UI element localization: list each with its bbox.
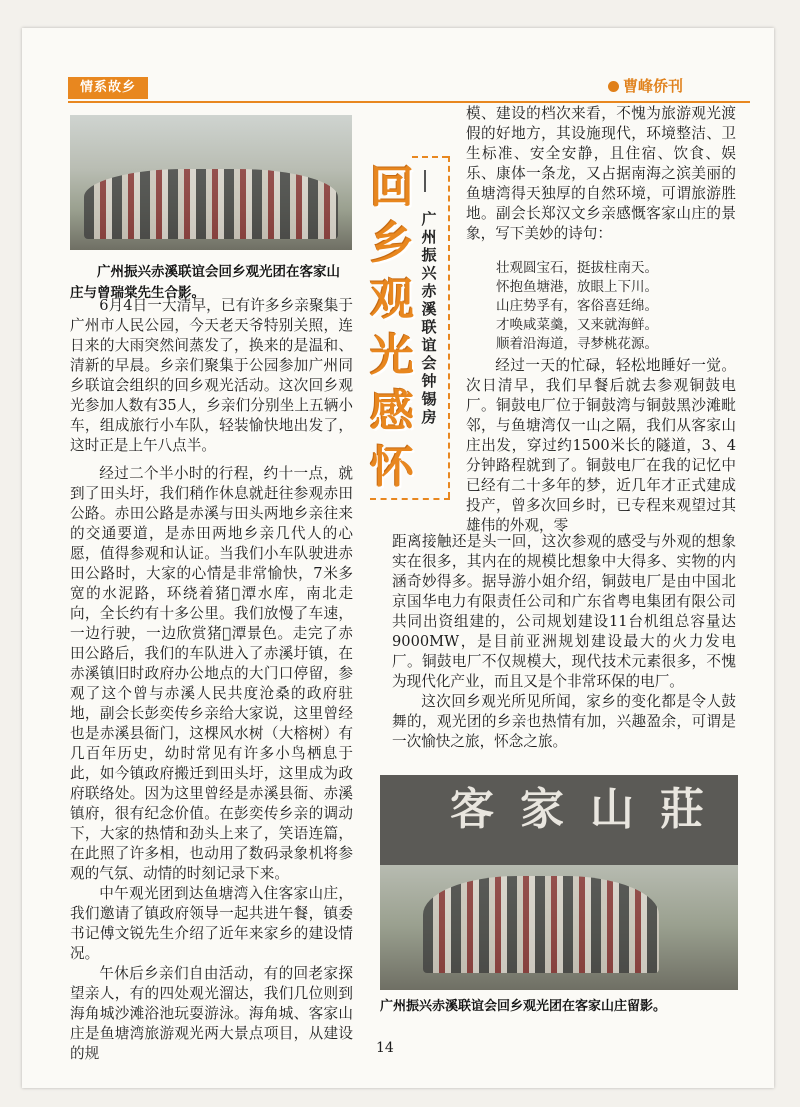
group-photo-1 bbox=[70, 115, 352, 250]
group-figures bbox=[84, 169, 338, 239]
poem-line: 壮观圆宝石，挺拔柱南天。 bbox=[496, 260, 658, 276]
right-column-mid bbox=[466, 356, 736, 536]
hakka-villa-sign: 客家山莊 bbox=[380, 775, 738, 865]
poem-line: 山庄势孚有，客俗喜廷绵。 bbox=[496, 298, 658, 314]
poem-line: 怀抱鱼塘港，放眼上下川。 bbox=[496, 279, 658, 295]
left-column-text bbox=[70, 296, 353, 1064]
header-rule bbox=[68, 101, 750, 103]
paragraph: 经过一天的忙碌，轻松地睡好一觉。次日清早，我们早餐后就去参观铜鼓电厂。铜鼓电厂位于铜鼓湾与铜鼓黑沙滩毗邻，与鱼塘湾仅一山之隔，我们从客家山庄出发，穿过约1500米长的隧道，3、4分钟路程就到了。铜鼓电厂在我的记忆中已经有二十多年的梦，近几年才正式建成投产，曾多次回乡时，已专程来观望过其雄伟的外观，零 bbox=[466, 357, 736, 534]
paragraph: 6月4日一大清早，已有许多乡亲聚集于广州市人民公园，今天老天爷特别关照，连日来的大雨突然间蒸发了，换来的是温和、清新的早晨。乡亲们聚集于公园参加广州同乡联谊会组织的回乡观光活动。这次回乡观光参加人数有35人，乡亲们分别坐上五辆小车，组成旅行小车队，轻装愉快地出发了，这时正是上午八点半。 bbox=[70, 297, 353, 454]
photo1-caption: 广州振兴赤溪联谊会回乡观光团在客家山庄与曾瑞棠先生合影。 bbox=[70, 264, 340, 301]
bullet-dot-icon bbox=[608, 81, 619, 92]
poem-line: 顺着沿海道，寻梦桃花源。 bbox=[496, 336, 658, 352]
right-column-top bbox=[466, 104, 736, 244]
author-dash bbox=[424, 170, 426, 192]
poem-line: 才唤咸菜羹，又来就海鲜。 bbox=[496, 317, 658, 333]
article-author: 广州振兴赤溪联谊会 钟锡房 bbox=[421, 210, 452, 426]
magazine-label bbox=[608, 74, 748, 98]
paragraph: 模、建设的档次来看，不愧为旅游观光渡假的好地方，其设施现代，环境整洁、卫生标准、安全安静，且住宿、饮食、娱乐、康体一条龙，又占据南海之滨美丽的鱼塘湾得天独厚的自然环境，可谓旅游胜地。副会长郑汉文乡亲感慨客家山庄的景象，写下美妙的诗句： bbox=[466, 105, 736, 242]
section-label: 情系故乡 bbox=[68, 77, 148, 99]
poem-block bbox=[496, 259, 736, 354]
right-column-wide bbox=[392, 532, 736, 752]
paragraph: 午休后乡亲们自由活动，有的回老家探望亲人，有的四处观光溜达，我们几位则到海角城沙滩浴池玩耍游泳。海角城、客家山庄是鱼塘湾旅游观光两大景点项目，从建设的规 bbox=[70, 965, 353, 1062]
title-frame-top bbox=[412, 156, 448, 158]
paragraph: 经过二个半小时的行程，约十一点，就到了田头圩，我们稍作休息就赶往参观赤田公路。赤田公路是赤溪与田头两地乡亲往来的交通要道，是赤田两地乡亲几代人的心愿，值得参观和认证。当我们小车队驶进赤田公路时，大家的心情是非常愉快，7米多宽的水泥路，环绕着猪𤞎潭水库，南北走向，全长约有十多公里。我们放慢了车速，一边行驶，一边欣赏猪𤞎潭景色。走完了赤田公路后，我们的车队进入了赤溪圩镇，在赤溪镇旧时政府办公地点的大门口停留，参观了这个曾与赤溪人民共度沧桑的政府驻地，副会长彭奕传乡亲给大家说，这里曾经也是赤溪县衙门，这棵风水树（大榕树）有几百年历史，幼时常见有许多小鸟栖息于此，如今镇政府搬迁到田头圩，这里成为政府联络处。因为这里曾经是赤溪县衙、赤溪镇府，很有纪念价值。在彭奕传乡亲的调动下，大家的热情和劲头上来了，笑语连篇，在此照了许多相，也动用了数码录象机将参观的气氛、动情的时刻记录下来。 bbox=[70, 465, 353, 882]
paragraph: 中午观光团到达鱼塘湾入住客家山庄，我们邀请了镇政府领导一起共进午餐，镇委书记傅文锐先生介绍了近年来家乡的建设情况。 bbox=[70, 885, 353, 962]
group-figures bbox=[423, 876, 659, 973]
page-number: 14 bbox=[376, 1040, 394, 1056]
paragraph: 这次回乡观光所见所闻，家乡的变化都是令人鼓舞的，观光团的乡亲也热情有加，兴趣盈余，可谓是一次愉快之旅，怀念之旅。 bbox=[392, 693, 736, 750]
paragraph: 距离接触还是头一回，这次参观的感受与外观的想象实在很多，其内在的规模比想象中大得多、实物的内涵奇妙得多。据导游小姐介绍，铜鼓电厂是由中国北京国华电力有限责任公司和广东省粤电集团有限公司共同出资组建的，公司规划建设11台机组总容量达9000MW，是目前亚洲规划建设最大的火力发电厂。铜鼓电厂不仅规模大，现代技术元素很多，不愧为现代化产业，而且又是个非常环保的电厂。 bbox=[392, 533, 736, 690]
group-photo-2 bbox=[380, 775, 738, 990]
article-title-block bbox=[364, 150, 456, 500]
title-frame-bottom bbox=[370, 498, 450, 500]
article-title: 回乡观光感怀 bbox=[370, 162, 414, 493]
photo2-caption: 广州振兴赤溪联谊会回乡观光团在客家山庄留影。 bbox=[380, 999, 667, 1014]
title-frame-side bbox=[448, 156, 450, 498]
magazine-name: 曹峰侨刊 bbox=[623, 77, 684, 95]
